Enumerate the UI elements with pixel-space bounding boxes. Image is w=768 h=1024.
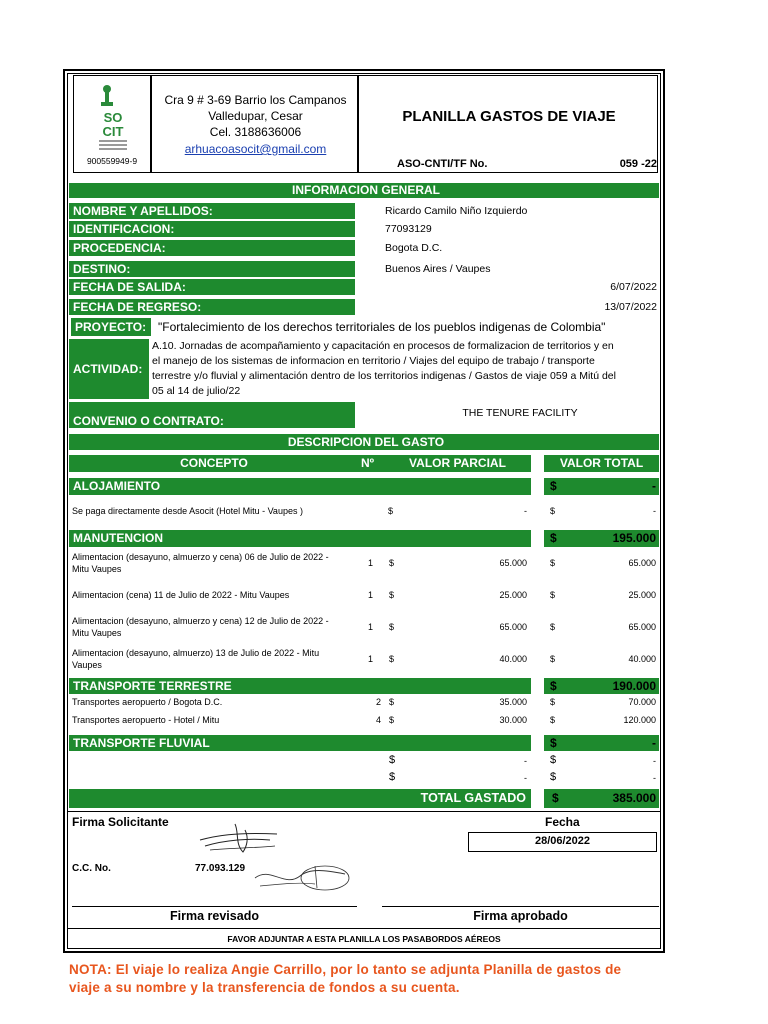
logo-box <box>73 75 151 173</box>
land-row-2-partial: 30.000 <box>499 715 527 725</box>
return-date-label: FECHA DE REGRESO: <box>69 299 355 315</box>
river-row-1-currency: $ <box>389 754 396 766</box>
food-row-3-line1: Alimentacion (desayuno, almuerzo y cena) 12 de Julio de 2022 - <box>72 616 329 626</box>
land-row-1-concept: Transportes aeropuerto / Bogota D.C. <box>72 697 223 707</box>
reviewed-signature-label: Firma revisado <box>170 909 259 923</box>
land-row-2-qty: 4 <box>376 715 382 725</box>
signature-top-divider <box>67 811 661 812</box>
lodging-row-currency: $ <box>388 506 394 516</box>
name-value: Ricardo Camilo Niño Izquierdo <box>385 205 528 217</box>
food-row-2-total-currency: $ <box>550 590 556 600</box>
lodging-total-value: - <box>652 479 656 493</box>
note-line-2: viaje a su nombre y la transferencia de fondos a su cuenta. <box>69 980 460 995</box>
food-row-2-line1: Alimentacion (cena) 11 de Julio de 2022 - Mitu Vaupes <box>72 590 290 600</box>
project-label: PROYECTO: <box>71 318 151 336</box>
food-row-3-line2: Mitu Vaupes <box>72 628 122 638</box>
food-title: MANUTENCION <box>69 530 531 547</box>
food-row-1-partial: 65.000 <box>499 558 527 568</box>
food-total-value: 195.000 <box>612 531 656 545</box>
name-label: NOMBRE Y APELLIDOS: <box>69 203 355 219</box>
river-row-2-total: - <box>653 773 656 783</box>
food-row-1-line1: Alimentacion (desayuno, almuerzo y cena) 06 de Julio de 2022 - <box>72 552 329 562</box>
food-row-2-currency: $ <box>389 590 395 600</box>
col-concept: CONCEPTO <box>180 456 248 470</box>
title-box <box>358 75 658 173</box>
river-row-2-currency: $ <box>389 771 396 783</box>
land-total-currency: $ <box>550 679 557 693</box>
river-total-value: - <box>652 736 656 750</box>
applicant-signature-label: Firma Solicitante <box>72 815 169 829</box>
nit-text: 900559949-9 <box>86 156 138 166</box>
svg-text:CIT: CIT <box>102 124 124 139</box>
attach-note: FAVOR ADJUNTAR A ESTA PLANILLA LOS PASABORDOS AÉREOS <box>227 934 501 944</box>
approved-signature-label: Firma aprobado <box>473 909 568 923</box>
section-descripcion-gasto: DESCRIPCION DEL GASTO <box>69 434 659 450</box>
activity-line-3: terrestre y/o fluvial y alimentación dentro de los territorios indigenas / Gastos de viaje 059 a Mitú del <box>152 370 616 382</box>
id-label: IDENTIFICACION: <box>69 221 355 237</box>
applicant-signature-image <box>195 818 285 858</box>
approved-signature-line <box>382 906 659 907</box>
food-row-1-line2: Mitu Vaupes <box>72 564 122 574</box>
food-row-4-qty: 1 <box>368 654 374 664</box>
food-row-3-total-currency: $ <box>550 622 556 632</box>
activity-label: ACTIVIDAD: <box>69 339 149 399</box>
reviewer-signature-image <box>245 858 355 898</box>
doc-code-value: 059 -22 <box>619 158 657 170</box>
land-row-2-currency: $ <box>389 715 395 725</box>
total-value: 385.000 <box>612 791 656 805</box>
svg-text:SO: SO <box>103 110 123 125</box>
col-number: Nº <box>360 456 375 470</box>
cc-label: C.C. No. <box>72 863 111 874</box>
address-line-3: Cel. 3188636006 <box>209 125 302 139</box>
lodging-row-total-currency: $ <box>550 506 556 516</box>
depart-date-label: FECHA DE SALIDA: <box>69 279 355 295</box>
river-row-1-total: - <box>653 756 656 766</box>
food-row-3-partial: 65.000 <box>499 622 527 632</box>
river-transport-title: TRANSPORTE FLUVIAL <box>69 735 531 751</box>
contract-value: THE TENURE FACILITY <box>462 407 578 419</box>
food-row-4-line1: Alimentacion (desayuno, almuerzo) 13 de Julio de 2022 - Mitu <box>72 648 320 658</box>
email-link[interactable]: arhuacoasocit@gmail.com <box>184 142 327 156</box>
food-total-currency: $ <box>550 531 557 545</box>
address-box <box>151 75 358 173</box>
project-value: "Fortalecimiento de los derechos territoriales de los pueblos indigenas de Colombia" <box>158 320 606 334</box>
doc-code-underline <box>395 172 657 173</box>
food-row-4-partial: 40.000 <box>499 654 527 664</box>
land-row-1-qty: 2 <box>376 697 382 707</box>
address-line-2: Valledupar, Cesar <box>208 109 303 123</box>
land-row-2-total-currency: $ <box>550 715 556 725</box>
contract-label: CONVENIO O CONTRATO: <box>69 402 355 428</box>
food-row-4-total-currency: $ <box>550 654 556 664</box>
section-informacion-general: INFORMACION GENERAL <box>69 183 659 198</box>
land-transport-title: TRANSPORTE TERRESTRE <box>69 678 531 694</box>
food-row-4-line2: Vaupes <box>72 660 102 670</box>
date-label: Fecha <box>545 815 580 829</box>
lodging-row-total: - <box>653 506 656 516</box>
activity-line-1: A.10. Jornadas de acompañamiento y capacitación en procesos de formalizacion de territorios y en <box>152 340 614 352</box>
land-row-1-total: 70.000 <box>628 697 656 707</box>
asocit-logo <box>75 78 151 154</box>
col-total: VALOR TOTAL <box>559 456 644 470</box>
origin-label: PROCEDENCIA: <box>69 240 355 256</box>
depart-date-value: 6/07/2022 <box>610 281 657 293</box>
date-value: 28/06/2022 <box>534 835 591 847</box>
attach-note-divider <box>67 928 661 929</box>
food-row-3-qty: 1 <box>368 622 374 632</box>
reviewed-signature-line <box>72 906 357 907</box>
total-label: TOTAL GASTADO <box>420 791 526 805</box>
river-total-currency: $ <box>550 736 557 750</box>
return-date-value: 13/07/2022 <box>604 301 657 313</box>
food-row-3-currency: $ <box>389 622 395 632</box>
total-currency: $ <box>552 791 559 805</box>
food-row-4-currency: $ <box>389 654 395 664</box>
lodging-row-concept: Se paga directamente desde Asocit (Hotel Mitu - Vaupes ) <box>72 506 303 516</box>
food-row-1-currency: $ <box>389 558 395 568</box>
page-title: PLANILLA GASTOS DE VIAJE <box>402 108 616 125</box>
food-row-4-total: 40.000 <box>628 654 656 664</box>
destination-label: DESTINO: <box>69 261 355 277</box>
land-row-1-partial: 35.000 <box>499 697 527 707</box>
river-row-2-partial: - <box>524 773 527 783</box>
lodging-row-partial: - <box>524 506 527 516</box>
cc-value: 77.093.129 <box>195 863 246 874</box>
river-row-1-partial: - <box>524 756 527 766</box>
lodging-title: ALOJAMIENTO <box>69 478 531 495</box>
food-row-1-total-currency: $ <box>550 558 556 568</box>
note-line-1: NOTA: El viaje lo realiza Angie Carrillo, por lo tanto se adjunta Planilla de gastos de <box>69 962 622 977</box>
food-row-2-total: 25.000 <box>628 590 656 600</box>
doc-code-label: ASO-CNTI/TF No. <box>397 158 488 170</box>
activity-line-2: el manejo de los sistemas de informacion en territorio / Viajes del equipo de trabajo / transporte <box>152 355 595 367</box>
id-value: 77093129 <box>385 223 432 235</box>
land-total-value: 190.000 <box>612 679 656 693</box>
land-row-2-total: 120.000 <box>623 715 656 725</box>
activity-line-4: 05 al 14 de julio/22 <box>152 385 241 397</box>
land-row-1-currency: $ <box>389 697 395 707</box>
food-row-2-partial: 25.000 <box>499 590 527 600</box>
food-row-1-total: 65.000 <box>628 558 656 568</box>
river-row-1-total-currency: $ <box>550 754 557 766</box>
lodging-total-currency: $ <box>550 479 557 493</box>
land-row-1-total-currency: $ <box>550 697 556 707</box>
food-row-1-qty: 1 <box>368 558 374 568</box>
origin-value: Bogota D.C. <box>385 242 443 254</box>
food-row-3-total: 65.000 <box>628 622 656 632</box>
destination-value: Buenos Aires / Vaupes <box>385 263 491 275</box>
col-partial: VALOR PARCIAL <box>409 456 506 470</box>
address-line-1: Cra 9 # 3-69 Barrio los Campanos <box>164 93 347 107</box>
river-row-2-total-currency: $ <box>550 771 557 783</box>
land-row-2-concept: Transportes aeropuerto - Hotel / Mitu <box>72 715 220 725</box>
food-row-2-qty: 1 <box>368 590 374 600</box>
